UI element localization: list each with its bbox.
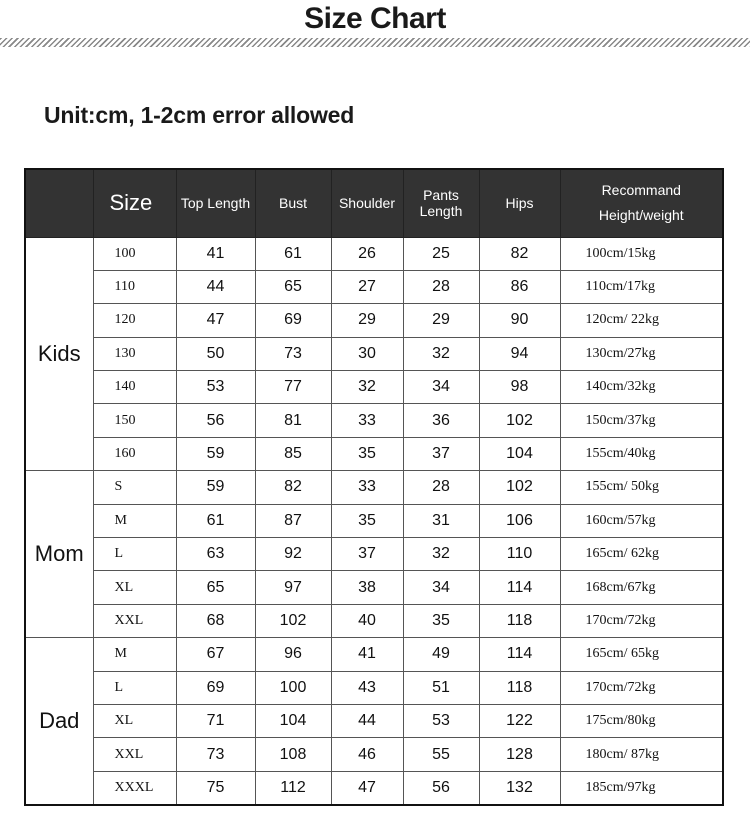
cell-recommend: 110cm/17kg [560,270,723,303]
cell-bust: 100 [255,671,331,704]
cell-hips: 102 [479,404,560,437]
cell-top-length: 71 [176,704,255,737]
cell-shoulder: 35 [331,437,403,470]
cell-recommend: 180cm/ 87kg [560,738,723,771]
header-top-length: Top Length [176,169,255,237]
cell-size: 150 [93,404,176,437]
cell-pants-length: 55 [403,738,479,771]
cell-size: L [93,671,176,704]
cell-size: XL [93,704,176,737]
cell-pants-length: 36 [403,404,479,437]
title-banner [0,0,750,50]
unit-note: Unit:cm, 1-2cm error allowed [44,102,355,128]
cell-recommend: 160cm/57kg [560,504,723,537]
cell-hips: 128 [479,738,560,771]
cell-recommend: 185cm/97kg [560,771,723,804]
cell-bust: 92 [255,538,331,571]
cell-shoulder: 33 [331,471,403,504]
page-title: Size Chart [304,2,446,35]
cell-pants-length: 25 [403,237,479,270]
group-label-mom: Mom [25,471,93,638]
table-header-row [25,169,723,237]
cell-size: XL [93,571,176,604]
cell-size: 130 [93,337,176,370]
cell-bust: 82 [255,471,331,504]
cell-hips: 118 [479,604,560,637]
header-recommend-line2: Height/weight [598,207,684,224]
cell-hips: 122 [479,704,560,737]
cell-recommend: 175cm/80kg [560,704,723,737]
cell-bust: 102 [255,604,331,637]
group-label-dad: Dad [25,638,93,805]
cell-size: 120 [93,304,176,337]
table-row [25,638,723,671]
header-size: Size [93,169,176,237]
cell-top-length: 53 [176,371,255,404]
cell-recommend: 165cm/ 65kg [560,638,723,671]
cell-recommend: 170cm/72kg [560,604,723,637]
cell-hips: 118 [479,671,560,704]
cell-recommend: 150cm/37kg [560,404,723,437]
cell-top-length: 69 [176,671,255,704]
table-row [25,270,723,303]
cell-hips: 102 [479,471,560,504]
table-row [25,437,723,470]
cell-bust: 104 [255,704,331,737]
cell-hips: 110 [479,538,560,571]
cell-shoulder: 40 [331,604,403,637]
cell-size: M [93,638,176,671]
cell-size: M [93,504,176,537]
cell-pants-length: 49 [403,638,479,671]
cell-hips: 104 [479,437,560,470]
size-chart-table [24,168,724,806]
cell-top-length: 61 [176,504,255,537]
cell-shoulder: 47 [331,771,403,804]
cell-top-length: 47 [176,304,255,337]
header-shoulder: Shoulder [331,169,403,237]
cell-shoulder: 32 [331,371,403,404]
cell-size: XXXL [93,771,176,804]
cell-shoulder: 29 [331,304,403,337]
cell-top-length: 63 [176,538,255,571]
cell-bust: 87 [255,504,331,537]
cell-shoulder: 26 [331,237,403,270]
cell-bust: 97 [255,571,331,604]
table-row [25,738,723,771]
cell-hips: 114 [479,571,560,604]
cell-pants-length: 34 [403,371,479,404]
cell-pants-length: 35 [403,604,479,637]
cell-shoulder: 44 [331,704,403,737]
cell-top-length: 44 [176,270,255,303]
cell-recommend: 168cm/67kg [560,571,723,604]
cell-hips: 114 [479,638,560,671]
cell-top-length: 65 [176,571,255,604]
cell-hips: 90 [479,304,560,337]
table-row [25,571,723,604]
cell-bust: 61 [255,237,331,270]
cell-top-length: 56 [176,404,255,437]
cell-pants-length: 31 [403,504,479,537]
table-row [25,404,723,437]
table-row [25,237,723,270]
cell-top-length: 75 [176,771,255,804]
table-row [25,471,723,504]
cell-shoulder: 46 [331,738,403,771]
header-group-blank [25,169,93,237]
cell-pants-length: 28 [403,270,479,303]
cell-pants-length: 53 [403,704,479,737]
cell-shoulder: 37 [331,538,403,571]
header-bust: Bust [255,169,331,237]
cell-shoulder: 27 [331,270,403,303]
cell-shoulder: 41 [331,638,403,671]
cell-bust: 77 [255,371,331,404]
table-row [25,771,723,804]
cell-shoulder: 38 [331,571,403,604]
header-recommend-line1: Recommand [601,182,681,199]
cell-pants-length: 28 [403,471,479,504]
cell-shoulder: 33 [331,404,403,437]
cell-recommend: 100cm/15kg [560,237,723,270]
cell-top-length: 67 [176,638,255,671]
title-hatched-divider [0,38,750,47]
cell-recommend: 170cm/72kg [560,671,723,704]
table-row [25,504,723,537]
cell-size: 110 [93,270,176,303]
cell-size: 100 [93,237,176,270]
cell-top-length: 59 [176,471,255,504]
cell-pants-length: 56 [403,771,479,804]
cell-recommend: 155cm/ 50kg [560,471,723,504]
cell-top-length: 73 [176,738,255,771]
cell-bust: 85 [255,437,331,470]
cell-recommend: 120cm/ 22kg [560,304,723,337]
cell-shoulder: 30 [331,337,403,370]
cell-bust: 73 [255,337,331,370]
table-row [25,538,723,571]
cell-pants-length: 32 [403,337,479,370]
cell-recommend: 130cm/27kg [560,337,723,370]
cell-hips: 86 [479,270,560,303]
cell-size: 160 [93,437,176,470]
cell-bust: 69 [255,304,331,337]
cell-top-length: 59 [176,437,255,470]
group-label-kids: Kids [25,237,93,471]
cell-bust: 96 [255,638,331,671]
cell-hips: 106 [479,504,560,537]
cell-size: XXL [93,738,176,771]
header-pants-length: Pants Length [403,169,479,237]
cell-hips: 98 [479,371,560,404]
cell-recommend: 155cm/40kg [560,437,723,470]
cell-size: S [93,471,176,504]
cell-recommend: 165cm/ 62kg [560,538,723,571]
cell-shoulder: 35 [331,504,403,537]
header-recommend [560,169,723,237]
cell-hips: 82 [479,237,560,270]
table-row [25,604,723,637]
cell-bust: 81 [255,404,331,437]
cell-top-length: 50 [176,337,255,370]
cell-shoulder: 43 [331,671,403,704]
table-row [25,371,723,404]
table-row [25,304,723,337]
table-body [25,237,723,805]
cell-pants-length: 51 [403,671,479,704]
cell-top-length: 68 [176,604,255,637]
cell-pants-length: 32 [403,538,479,571]
table-row [25,671,723,704]
cell-bust: 112 [255,771,331,804]
header-hips: Hips [479,169,560,237]
cell-hips: 132 [479,771,560,804]
table-row [25,337,723,370]
cell-hips: 94 [479,337,560,370]
cell-pants-length: 37 [403,437,479,470]
cell-bust: 108 [255,738,331,771]
cell-top-length: 41 [176,237,255,270]
cell-size: L [93,538,176,571]
cell-size: 140 [93,371,176,404]
table-row [25,704,723,737]
cell-pants-length: 34 [403,571,479,604]
cell-pants-length: 29 [403,304,479,337]
cell-size: XXL [93,604,176,637]
cell-recommend: 140cm/32kg [560,371,723,404]
cell-bust: 65 [255,270,331,303]
